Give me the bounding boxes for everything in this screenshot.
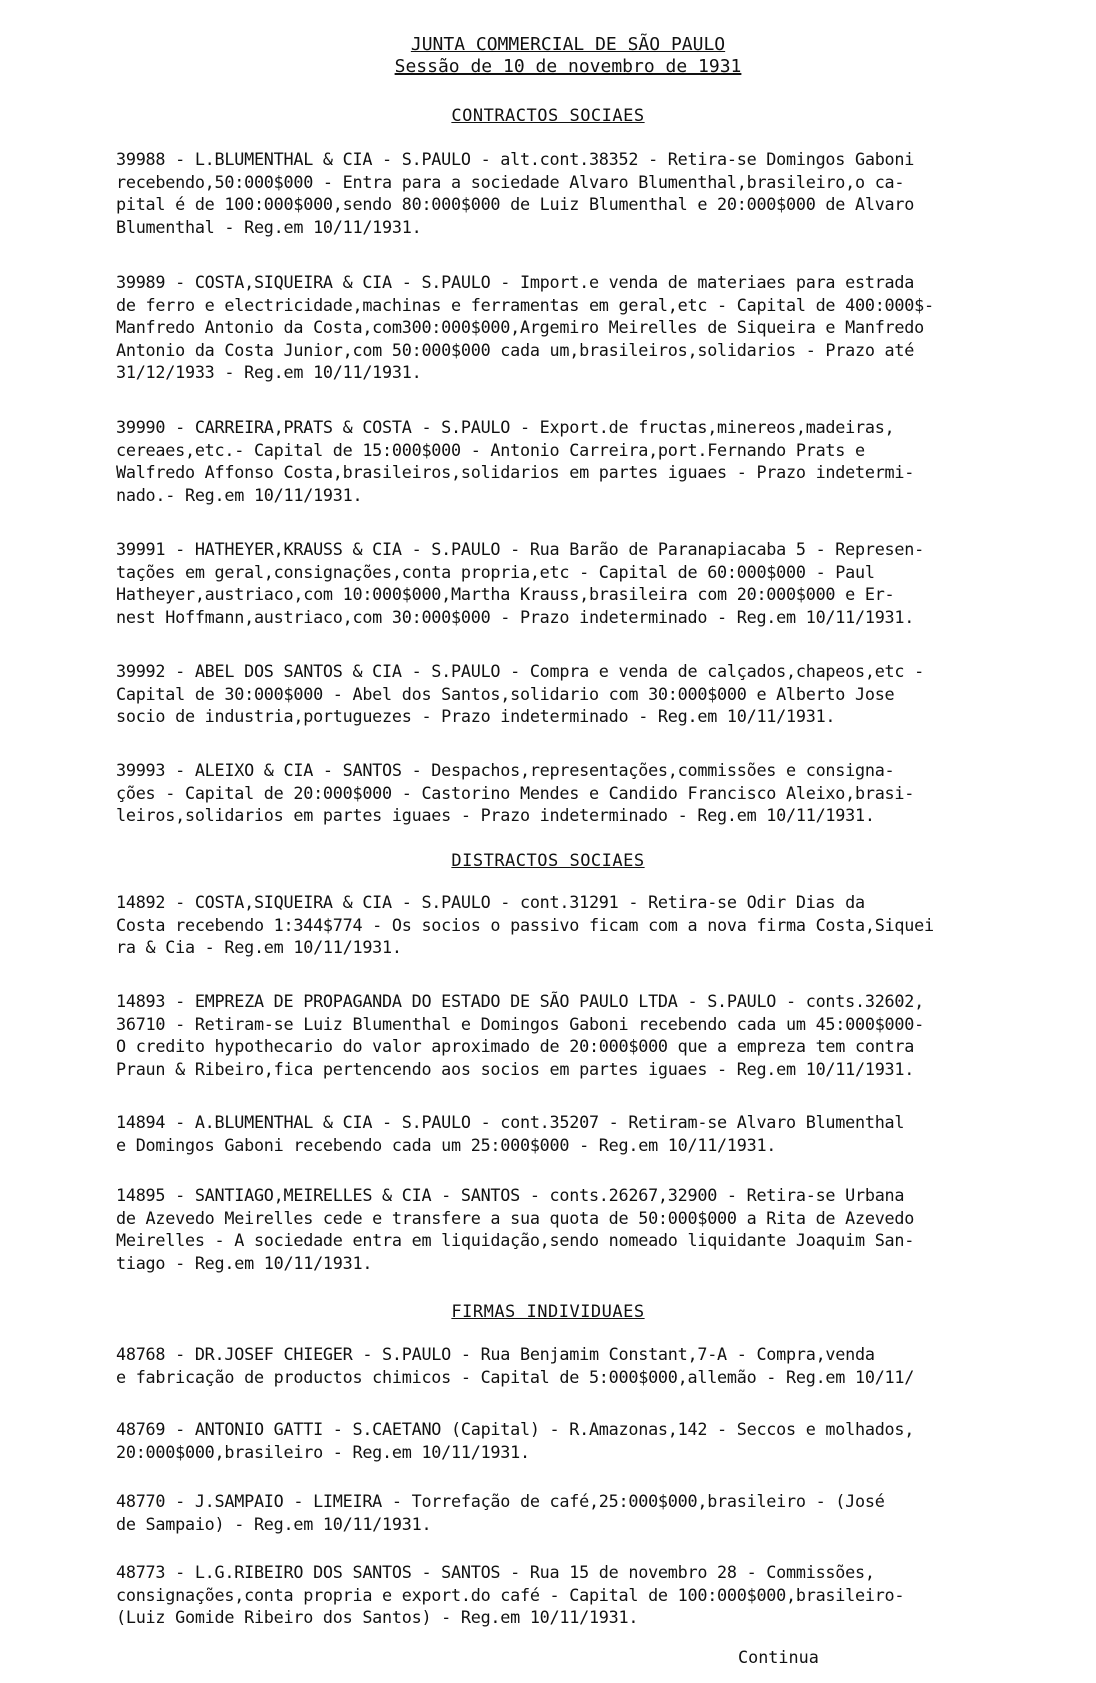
entry-line: 14893 - EMPREZA DE PROPAGANDA DO ESTADO DE SÃO PAULO LTDA - S.PAULO - conts.32602, [116, 991, 924, 1011]
entry-line: ra & Cia - Reg.em 10/11/1931. [116, 937, 402, 957]
entry-39992 [116, 660, 1066, 728]
entry-line: Blumenthal - Reg.em 10/11/1931. [116, 216, 422, 237]
entry-line: 39991 - HATHEYER,KRAUSS & CIA - S.PAULO - Rua Barão de Paranapiacaba 5 - Represen- [116, 539, 924, 559]
entry-line: 14895 - SANTIAGO,MEIRELLES & CIA - SANTOS - conts.26267,32900 - Retira-se Urbana [116, 1185, 905, 1205]
entry-39989 [116, 271, 1066, 384]
entry-14893 [116, 990, 1066, 1080]
entry-14892 [116, 891, 1066, 959]
entry-line: recebendo,50:000$000 - Entra para a sociedade Alvaro Blumenthal,brasileiro,o ca- [116, 171, 905, 192]
entry-line: tiago - Reg.em 10/11/1931. [116, 1252, 373, 1273]
section-title-distractos: DISTRACTOS SOCIAES [451, 851, 645, 871]
section-title-firmas: FIRMAS INDIVIDUAES [451, 1302, 645, 1322]
entry-48768 [116, 1343, 1066, 1388]
entry-line: 39988 - L.BLUMENTHAL & CIA - S.PAULO - alt.cont.38352 - Retira-se Domingos Gaboni [116, 149, 915, 169]
entry-line: 20:000$000,brasileiro - Reg.em 10/11/1931. [116, 1441, 530, 1462]
header-session-date: Sessão de 10 de novembro de 1931 [394, 56, 742, 77]
entry-line: Meirelles - A sociedade entra em liquidação,sendo nomeado liquidante Joaquim San- [116, 1230, 915, 1250]
entry-line: cereaes,etc.- Capital de 15:000$000 - Antonio Carreira,port.Fernando Prats e [116, 439, 865, 460]
entry-line: 31/12/1933 - Reg.em 10/11/1931. [116, 362, 422, 382]
entry-line: Capital de 30:000$000 - Abel dos Santos,solidario com 30:000$000 e Alberto Jose [116, 683, 895, 704]
entry-line: de Azevedo Meirelles cede e transfere a sua quota de 50:000$000 a Rita de Azevedo [116, 1207, 915, 1228]
entry-line: 39992 - ABEL DOS SANTOS & CIA - S.PAULO - Compra e venda de calçados,chapeos,etc - [116, 661, 924, 681]
entry-line: 39990 - CARREIRA,PRATS & COSTA - S.PAULO - Export.de fructas,minereos,madeiras, [116, 417, 895, 437]
entry-line: ções - Capital de 20:000$000 - Castorino Mendes e Candido Francisco Aleixo,brasi- [116, 782, 915, 803]
continua-note: Continua [738, 1647, 819, 1667]
entry-48770 [116, 1490, 1066, 1535]
header-title: JUNTA COMMERCIAL DE SÃO PAULO [410, 34, 726, 55]
entry-line: e fabricação de productos chimicos - Capital de 5:000$000,allemão - Reg.em 10/11/ [116, 1366, 915, 1387]
entry-line: 48769 - ANTONIO GATTI - S.CAETANO (Capital) - R.Amazonas,142 - Seccos e molhados, [116, 1419, 915, 1439]
entry-line: 39989 - COSTA,SIQUEIRA & CIA - S.PAULO - Import.e venda de materiaes para estrada [116, 272, 915, 292]
entry-39993 [116, 759, 1066, 827]
entry-line: Manfredo Antonio da Costa,com300:000$000,Argemiro Meirelles de Siqueira e Manfredo [116, 317, 924, 337]
entry-14895 [116, 1184, 1066, 1274]
entry-line: de Sampaio) - Reg.em 10/11/1931. [116, 1513, 432, 1534]
entry-line: 14892 - COSTA,SIQUEIRA & CIA - S.PAULO - cont.31291 - Retira-se Odir Dias da [116, 892, 865, 912]
entry-line: (Luiz Gomide Ribeiro dos Santos) - Reg.em 10/11/1931. [116, 1607, 639, 1627]
entry-line: Costa recebendo 1:344$774 - Os socios o passivo ficam com a nova firma Costa,Siquei [116, 914, 934, 935]
entry-line: socio de industria,portuguezes - Prazo indeterminado - Reg.em 10/11/1931. [116, 706, 836, 726]
entry-line: de ferro e electricidade,machinas e ferramentas em geral,etc - Capital de 400:000$- [116, 294, 934, 315]
entry-line: 48768 - DR.JOSEF CHIEGER - S.PAULO - Rua Benjamim Constant,7-A - Compra,venda [116, 1344, 875, 1364]
entry-line: 39993 - ALEIXO & CIA - SANTOS - Despachos,representações,commissões e consigna- [116, 760, 895, 780]
entry-48773 [116, 1561, 1066, 1629]
entry-39988 [116, 148, 1066, 238]
entry-line: 48773 - L.G.RIBEIRO DOS SANTOS - SANTOS - Rua 15 de novembro 28 - Commissões, [116, 1562, 875, 1582]
entry-line: 36710 - Retiram-se Luiz Blumenthal e Domingos Gaboni recebendo cada um 45:000$000- [116, 1013, 924, 1034]
entry-line: consignações,conta propria e export.do café - Capital de 100:000$000,brasileiro- [116, 1584, 905, 1605]
entry-line: O credito hypothecario do valor aproximado de 20:000$000 que a empreza tem contra [116, 1036, 915, 1056]
section-title-contractos: CONTRACTOS SOCIAES [451, 106, 645, 126]
entry-line: tações em geral,consignações,conta propria,etc - Capital de 60:000$000 - Paul [116, 561, 875, 582]
entry-line: leiros,solidarios em partes iguaes - Prazo indeterminado - Reg.em 10/11/1931. [116, 805, 875, 825]
entry-line: Walfredo Affonso Costa,brasileiros,solidarios em partes iguaes - Prazo indetermi- [116, 462, 915, 482]
entry-line: 48770 - J.SAMPAIO - LIMEIRA - Torrefação de café,25:000$000,brasileiro - (José [116, 1491, 885, 1511]
entry-14894 [116, 1111, 1066, 1156]
entry-39990 [116, 416, 1066, 506]
entry-line: nest Hoffmann,austriaco,com 30:000$000 - Prazo indeterminado - Reg.em 10/11/1931. [116, 606, 915, 627]
entry-line: e Domingos Gaboni recebendo cada um 25:000$000 - Reg.em 10/11/1931. [116, 1134, 777, 1155]
entry-line: pital é de 100:000$000,sendo 80:000$000 de Luiz Blumenthal e 20:000$000 de Alvaro [116, 194, 915, 214]
document-header [0, 34, 1096, 78]
entry-line: 14894 - A.BLUMENTHAL & CIA - S.PAULO - cont.35207 - Retiram-se Alvaro Blumenthal [116, 1112, 905, 1132]
entry-line: Antonio da Costa Junior,com 50:000$000 cada um,brasileiros,solidarios - Prazo até [116, 339, 915, 360]
entry-39991 [116, 538, 1066, 628]
entry-line: Praun & Ribeiro,fica pertencendo aos socios em partes iguaes - Reg.em 10/11/1931. [116, 1058, 915, 1079]
entry-48769 [116, 1418, 1066, 1463]
entry-line: Hatheyer,austriaco,com 10:000$000,Martha Krauss,brasileira com 20:000$000 e Er- [116, 584, 895, 604]
entry-line: nado.- Reg.em 10/11/1931. [116, 484, 363, 505]
